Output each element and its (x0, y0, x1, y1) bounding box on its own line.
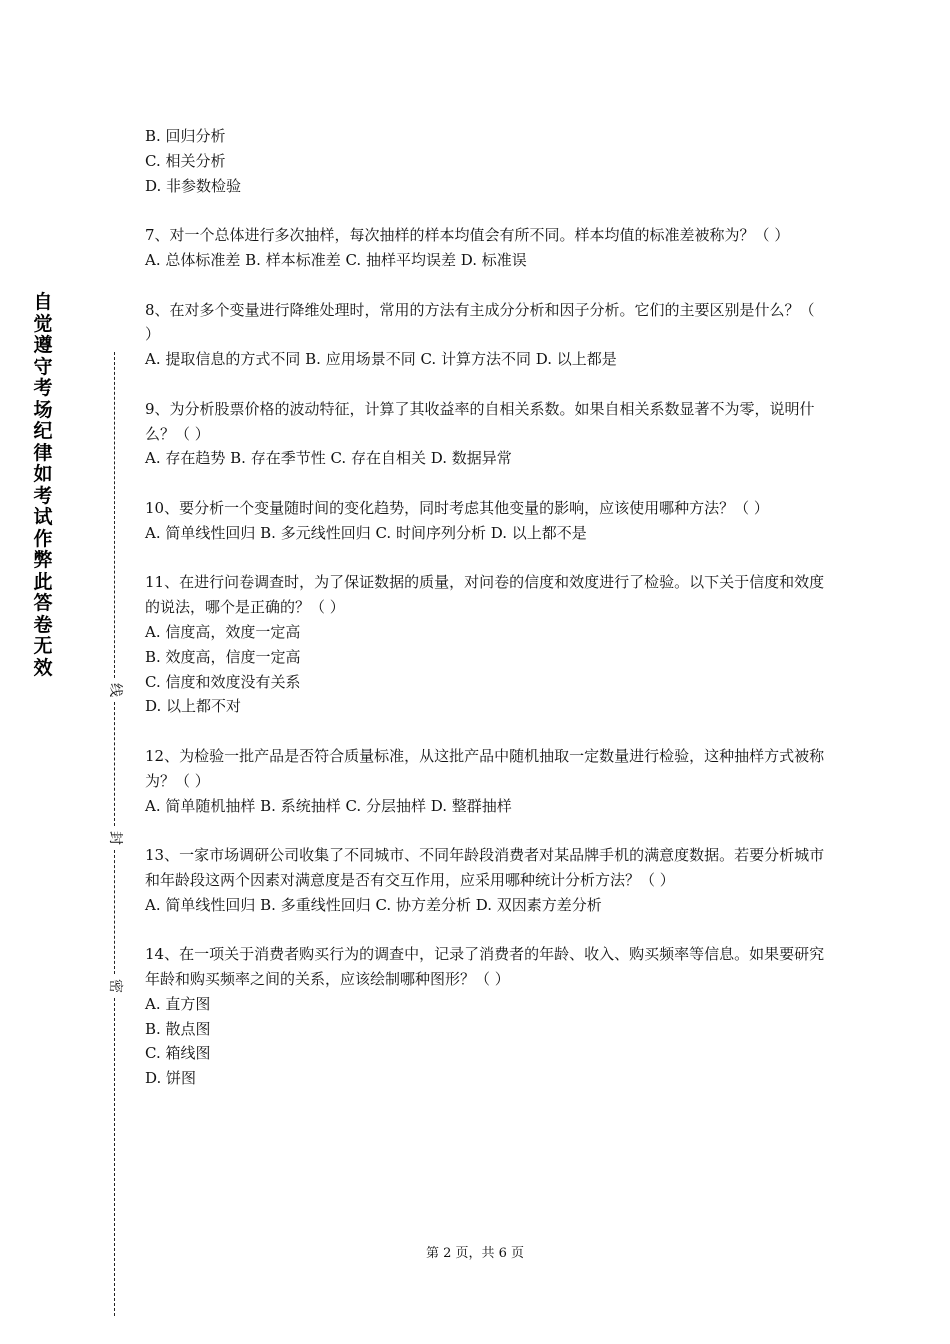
binding-mark-secret: 密 (107, 979, 123, 993)
option-line: C. 信度和效度没有关系 (145, 672, 301, 691)
question-8 (145, 298, 825, 372)
question-stem: 11、在进行问卷调查时，为了保证数据的质量，对问卷的信度和效度进行了检验。以下关于信度和效度的说法，哪个是正确的？（ ） (145, 573, 825, 617)
question-14 (145, 942, 825, 1091)
option-line: A. 简单线性回归 B. 多重线性回归 C. 协方差分析 D. 双因素方差分析 (145, 895, 602, 914)
question-stem: 8、在对多个变量进行降维处理时，常用的方法有主成分分析和因子分析。它们的主要区别是什么？（ ） (145, 300, 815, 344)
binding-dashed-line (114, 352, 115, 678)
option-line: A. 简单随机抽样 B. 系统抽样 C. 分层抽样 D. 整群抽样 (145, 796, 512, 815)
option-line: D. 非参数检验 (145, 176, 242, 195)
question-11 (145, 570, 825, 719)
question-12 (145, 744, 825, 818)
option-line: B. 回归分析 (145, 127, 226, 145)
binding-dashed-line (114, 702, 115, 826)
option-line: A. 存在趋势 B. 存在季节性 C. 存在自相关 D. 数据异常 (145, 449, 512, 468)
question-stem: 7、对一个总体进行多次抽样，每次抽样的样本均值会有所不同。样本均值的标准差被称为？（ ） (145, 226, 790, 245)
question-stem: 10、要分析一个变量随时间的变化趋势，同时考虑其他变量的影响，应该使用哪种方法？（ ） (145, 498, 769, 517)
binding-dashed-line (114, 998, 115, 1316)
option-line: B. 散点图 (145, 1019, 211, 1038)
option-line: D. 以上都不对 (145, 697, 242, 716)
option-line: D. 饼图 (145, 1069, 197, 1088)
question-7 (145, 223, 825, 273)
question-10 (145, 496, 825, 546)
question-stem: 9、为分析股票价格的波动特征，计算了其收益率的自相关系数。如果自相关系数显著不为零，说明什么？（ ） (145, 399, 815, 443)
question-stem: 13、一家市场调研公司收集了不同城市、不同年龄段消费者对某品牌手机的满意度数据。若要分析城市和年龄段这两个因素对满意度是否有交互作用，应采用哪种统计分析方法？（ ） (145, 846, 825, 889)
side-notice: 自觉遵守考场纪律如考试作弊此答卷无效 (33, 291, 53, 679)
binding-mark-line: 线 (107, 683, 123, 697)
option-line: A. 简单线性回归 B. 多元线性回归 C. 时间序列分析 D. 以上都不是 (145, 523, 587, 542)
binding-dashed-line (114, 850, 115, 974)
question-9 (145, 397, 825, 471)
previous-question-options (145, 124, 825, 198)
option-line: A. 提取信息的方式不同 B. 应用场景不同 C. 计算方法不同 D. 以上都是 (145, 350, 617, 369)
option-line: B. 效度高，信度一定高 (145, 647, 301, 666)
option-line: A. 信度高，效度一定高 (145, 622, 301, 641)
question-content (145, 124, 825, 1091)
question-stem: 14、在一项关于消费者购买行为的调查中，记录了消费者的年龄、收入、购买频率等信息。如果要研究年龄和购买频率之间的关系，应该绘制哪种图形？（ ） (145, 945, 825, 989)
option-line: A. 总体标准差 B. 样本标准差 C. 抽样平均误差 D. 标准误 (145, 250, 527, 269)
binding-mark-seal: 封 (107, 831, 123, 845)
question-stem: 12、为检验一批产品是否符合质量标准，从这批产品中随机抽取一定数量进行检验，这种抽样方式被称为？（ ） (145, 746, 825, 790)
option-line: C. 相关分析 (145, 151, 226, 170)
question-13 (145, 843, 825, 917)
page-number: 第 2 页，共 6 页 (425, 1246, 525, 1261)
option-line: A. 直方图 (145, 994, 211, 1013)
option-line: C. 箱线图 (145, 1044, 211, 1063)
